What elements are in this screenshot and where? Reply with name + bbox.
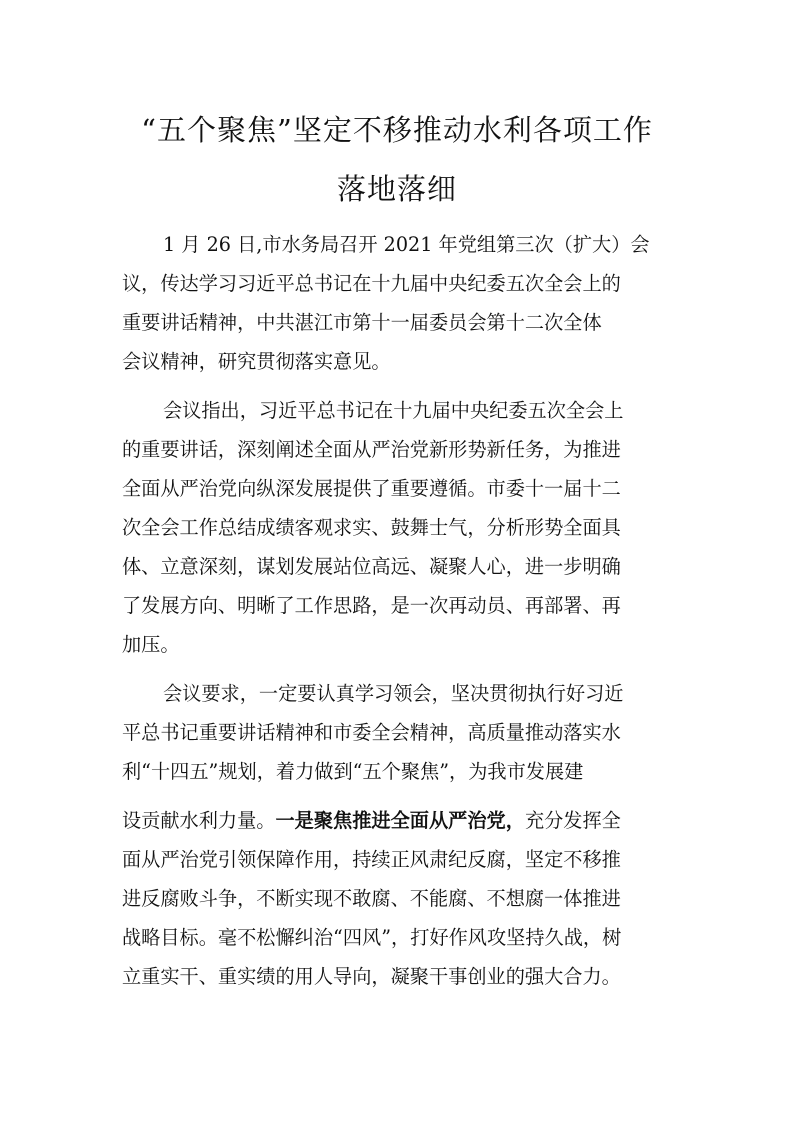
paragraph-1-line-4: 会议精神，研究贯彻落实意见。 [122,350,391,373]
title-line-1: “五个聚焦”坚定不移推动水利各项工作 [141,113,653,147]
paragraph-3-line-6: 进反腐败斗争，不断实现不敢腐、不能腐、不想腐一体推进 [122,887,621,910]
paragraph-2-line-2: 的重要讲话，深刻阐述全面从严治党新形势新任务，为推进 [122,438,621,461]
paragraph-2-line-1: 会议指出，习近平总书记在十九届中央纪委五次全会上 [163,399,624,422]
paragraph-1-line-1: 1 月 26 日,市水务局召开 2021 年党组第三次（扩大）会 [163,233,650,256]
line-text-before: 设贡献水利力量。 [122,809,276,832]
paragraph-2-line-6: 了发展方向、明晰了工作思路，是一次再动员、再部署、再 [122,594,621,617]
paragraph-3-line-7: 战略目标。毫不松懈纠治“四风”，打好作风攻坚持久战，树 [122,926,622,949]
paragraph-3-line-1: 会议要求，一定要认真学习领会，坚决贯彻执行好习近 [163,682,624,705]
paragraph-3-line-5: 面从严治党引领保障作用，持续正风肃纪反腐，坚定不移推 [122,848,621,871]
paragraph-3-line-4 [122,809,682,833]
paragraph-3-line-3: 利“十四五”规划，着力做到“五个聚焦”，为我市发展建 [122,760,584,783]
line-text-after: 充分发挥全 [524,809,621,832]
paragraph-1-line-3: 重要讲话精神，中共湛江市第十一届委员会第十二次全体 [122,311,602,334]
paragraph-2-line-3: 全面从严治党向纵深发展提供了重要遵循。市委十一届十二 [122,477,621,500]
bold-heading-text: 一是聚焦推进全面从严治党， [275,809,525,832]
paragraph-3-line-8: 立重实干、重实绩的用人导向，凝聚干事创业的强大合力。 [122,965,621,988]
paragraph-2-line-5: 体、立意深刻，谋划发展站位高远、凝聚人心，进一步明确 [122,555,621,578]
paragraph-2-line-4: 次全会工作总结成绩客观求实、鼓舞士气，分析形势全面具 [122,516,621,539]
paragraph-3-line-2: 平总书记重要讲话精神和市委全会精神，高质量推动落实水 [122,721,621,744]
title-line-2: 落地落细 [336,172,457,206]
paragraph-1-line-2: 议，传达学习习近平总书记在十九届中央纪委五次全会上的 [122,272,621,295]
paragraph-2-line-7: 加压。 [122,633,180,656]
